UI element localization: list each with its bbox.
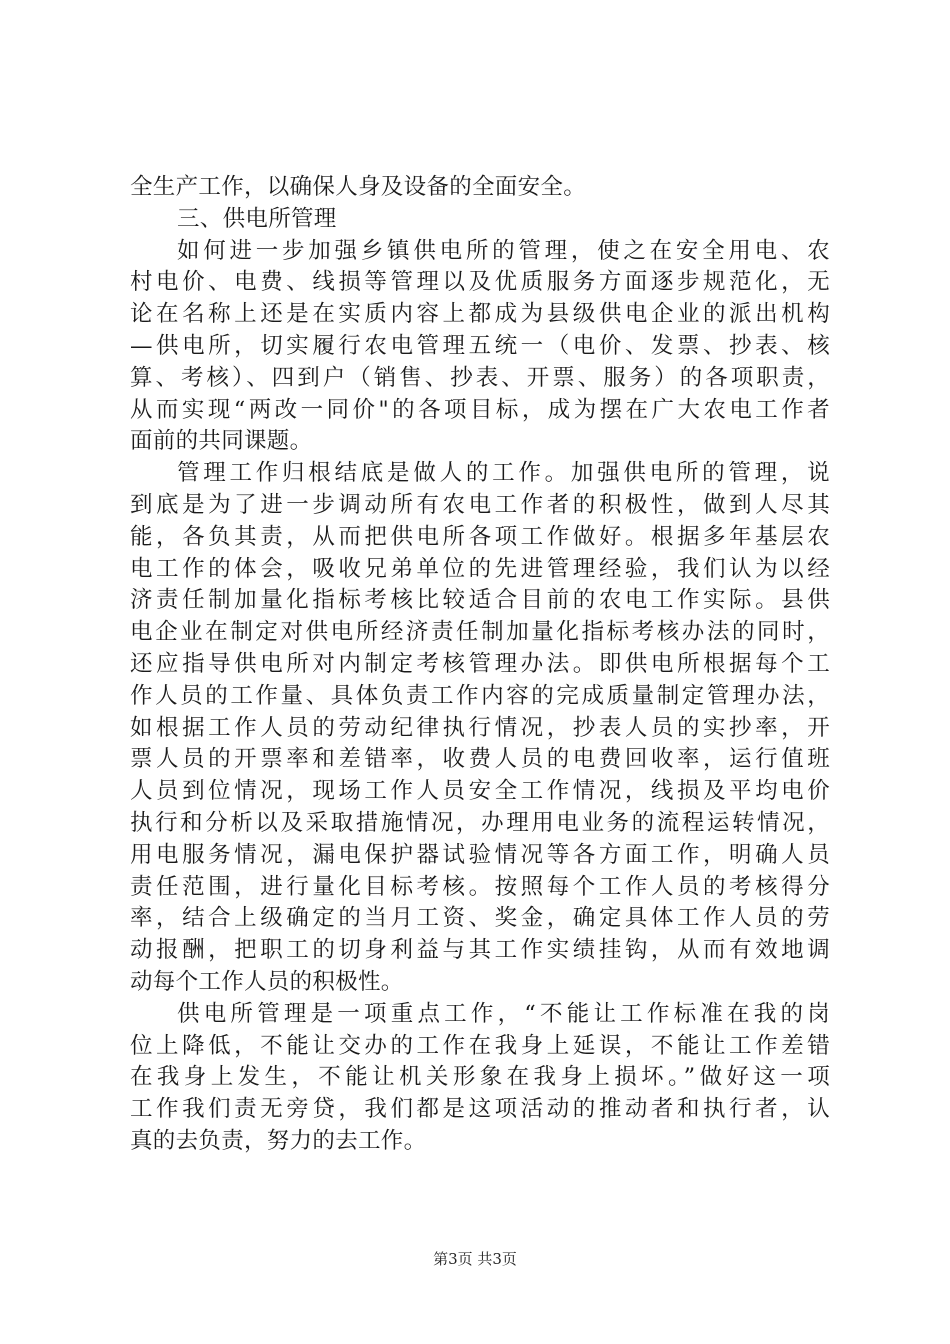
text-line: 从而实现“两改一同价"的各项目标，成为摆在广大农电工作者 xyxy=(130,396,830,423)
text-line: —供电所，切实履行农电管理五统一（电价、发票、抄表、核 xyxy=(130,332,830,359)
page-number-footer: 第3页 共3页 xyxy=(433,1250,517,1268)
text-line: 管理工作归根结底是做人的工作。加强供电所的管理，说 xyxy=(177,460,830,487)
text-line: 在我身上发生，不能让机关形象在我身上损坏。”做好这一项 xyxy=(130,1064,830,1091)
text-line: 算、考核）、四到户（销售、抄表、开票、服务）的各项职责， xyxy=(130,364,830,391)
text-line: 责任范围，进行量化目标考核。按照每个工作人员的考核得分 xyxy=(130,873,830,900)
text-line: 动每个工作人员的积极性。 xyxy=(130,968,404,995)
text-line: 济责任制加量化指标考核比较适合目前的农电工作实际。县供 xyxy=(130,587,830,614)
text-line: 人员到位情况，现场工作人员安全工作情况，线损及平均电价 xyxy=(130,778,830,805)
text-line: 如何进一步加强乡镇供电所的管理，使之在安全用电、农 xyxy=(177,237,830,264)
text-line: 论在名称上还是在实质内容上都成为县级供电企业的派出机构 xyxy=(130,301,830,328)
text-line: 率，结合上级确定的当月工资、奖金，确定具体工作人员的劳 xyxy=(130,905,830,932)
text-line: 工作我们责无旁贷，我们都是这项活动的推动者和执行者，认 xyxy=(130,1096,830,1123)
text-line: 村电价、电费、线损等管理以及优质服务方面逐步规范化，无 xyxy=(130,269,830,296)
text-line: 电企业在制定对供电所经济责任制加量化指标考核办法的同时， xyxy=(130,619,830,646)
text-line: 到底是为了进一步调动所有农电工作者的积极性，做到人尽其 xyxy=(130,491,830,518)
text-line: 执行和分析以及采取措施情况，办理用电业务的流程运转情况， xyxy=(130,809,830,836)
text-line: 电工作的体会，吸收兄弟单位的先进管理经验，我们认为以经 xyxy=(130,555,830,582)
body-text xyxy=(130,172,830,1158)
text-line: 作人员的工作量、具体负责工作内容的完成质量制定管理办法， xyxy=(130,682,830,709)
text-line: 票人员的开票率和差错率，收费人员的电费回收率，运行值班 xyxy=(130,746,830,773)
section-heading: 三、供电所管理 xyxy=(177,205,337,232)
text-line: 真的去负责，努力的去工作。 xyxy=(130,1127,427,1154)
text-line: 动报酬，把职工的切身利益与其工作实绩挂钩，从而有效地调 xyxy=(130,937,830,964)
text-line: 如根据工作人员的劳动纪律执行情况，抄表人员的实抄率，开 xyxy=(130,714,830,741)
text-line: 全生产工作，以确保人身及设备的全面安全。 xyxy=(130,174,587,200)
text-line: 能，各负其责，从而把供电所各项工作做好。根据多年基层农 xyxy=(130,523,830,550)
text-line: 还应指导供电所对内制定考核管理办法。即供电所根据每个工 xyxy=(130,650,830,677)
text-line: 位上降低，不能让交办的工作在我身上延误，不能让工作差错 xyxy=(130,1032,830,1059)
text-line: 面前的共同课题。 xyxy=(130,428,313,455)
text-line: 用电服务情况，漏电保护器试验情况等各方面工作，明确人员 xyxy=(130,841,830,868)
text-line: 供电所管理是一项重点工作，“不能让工作标准在我的岗 xyxy=(177,1000,830,1027)
